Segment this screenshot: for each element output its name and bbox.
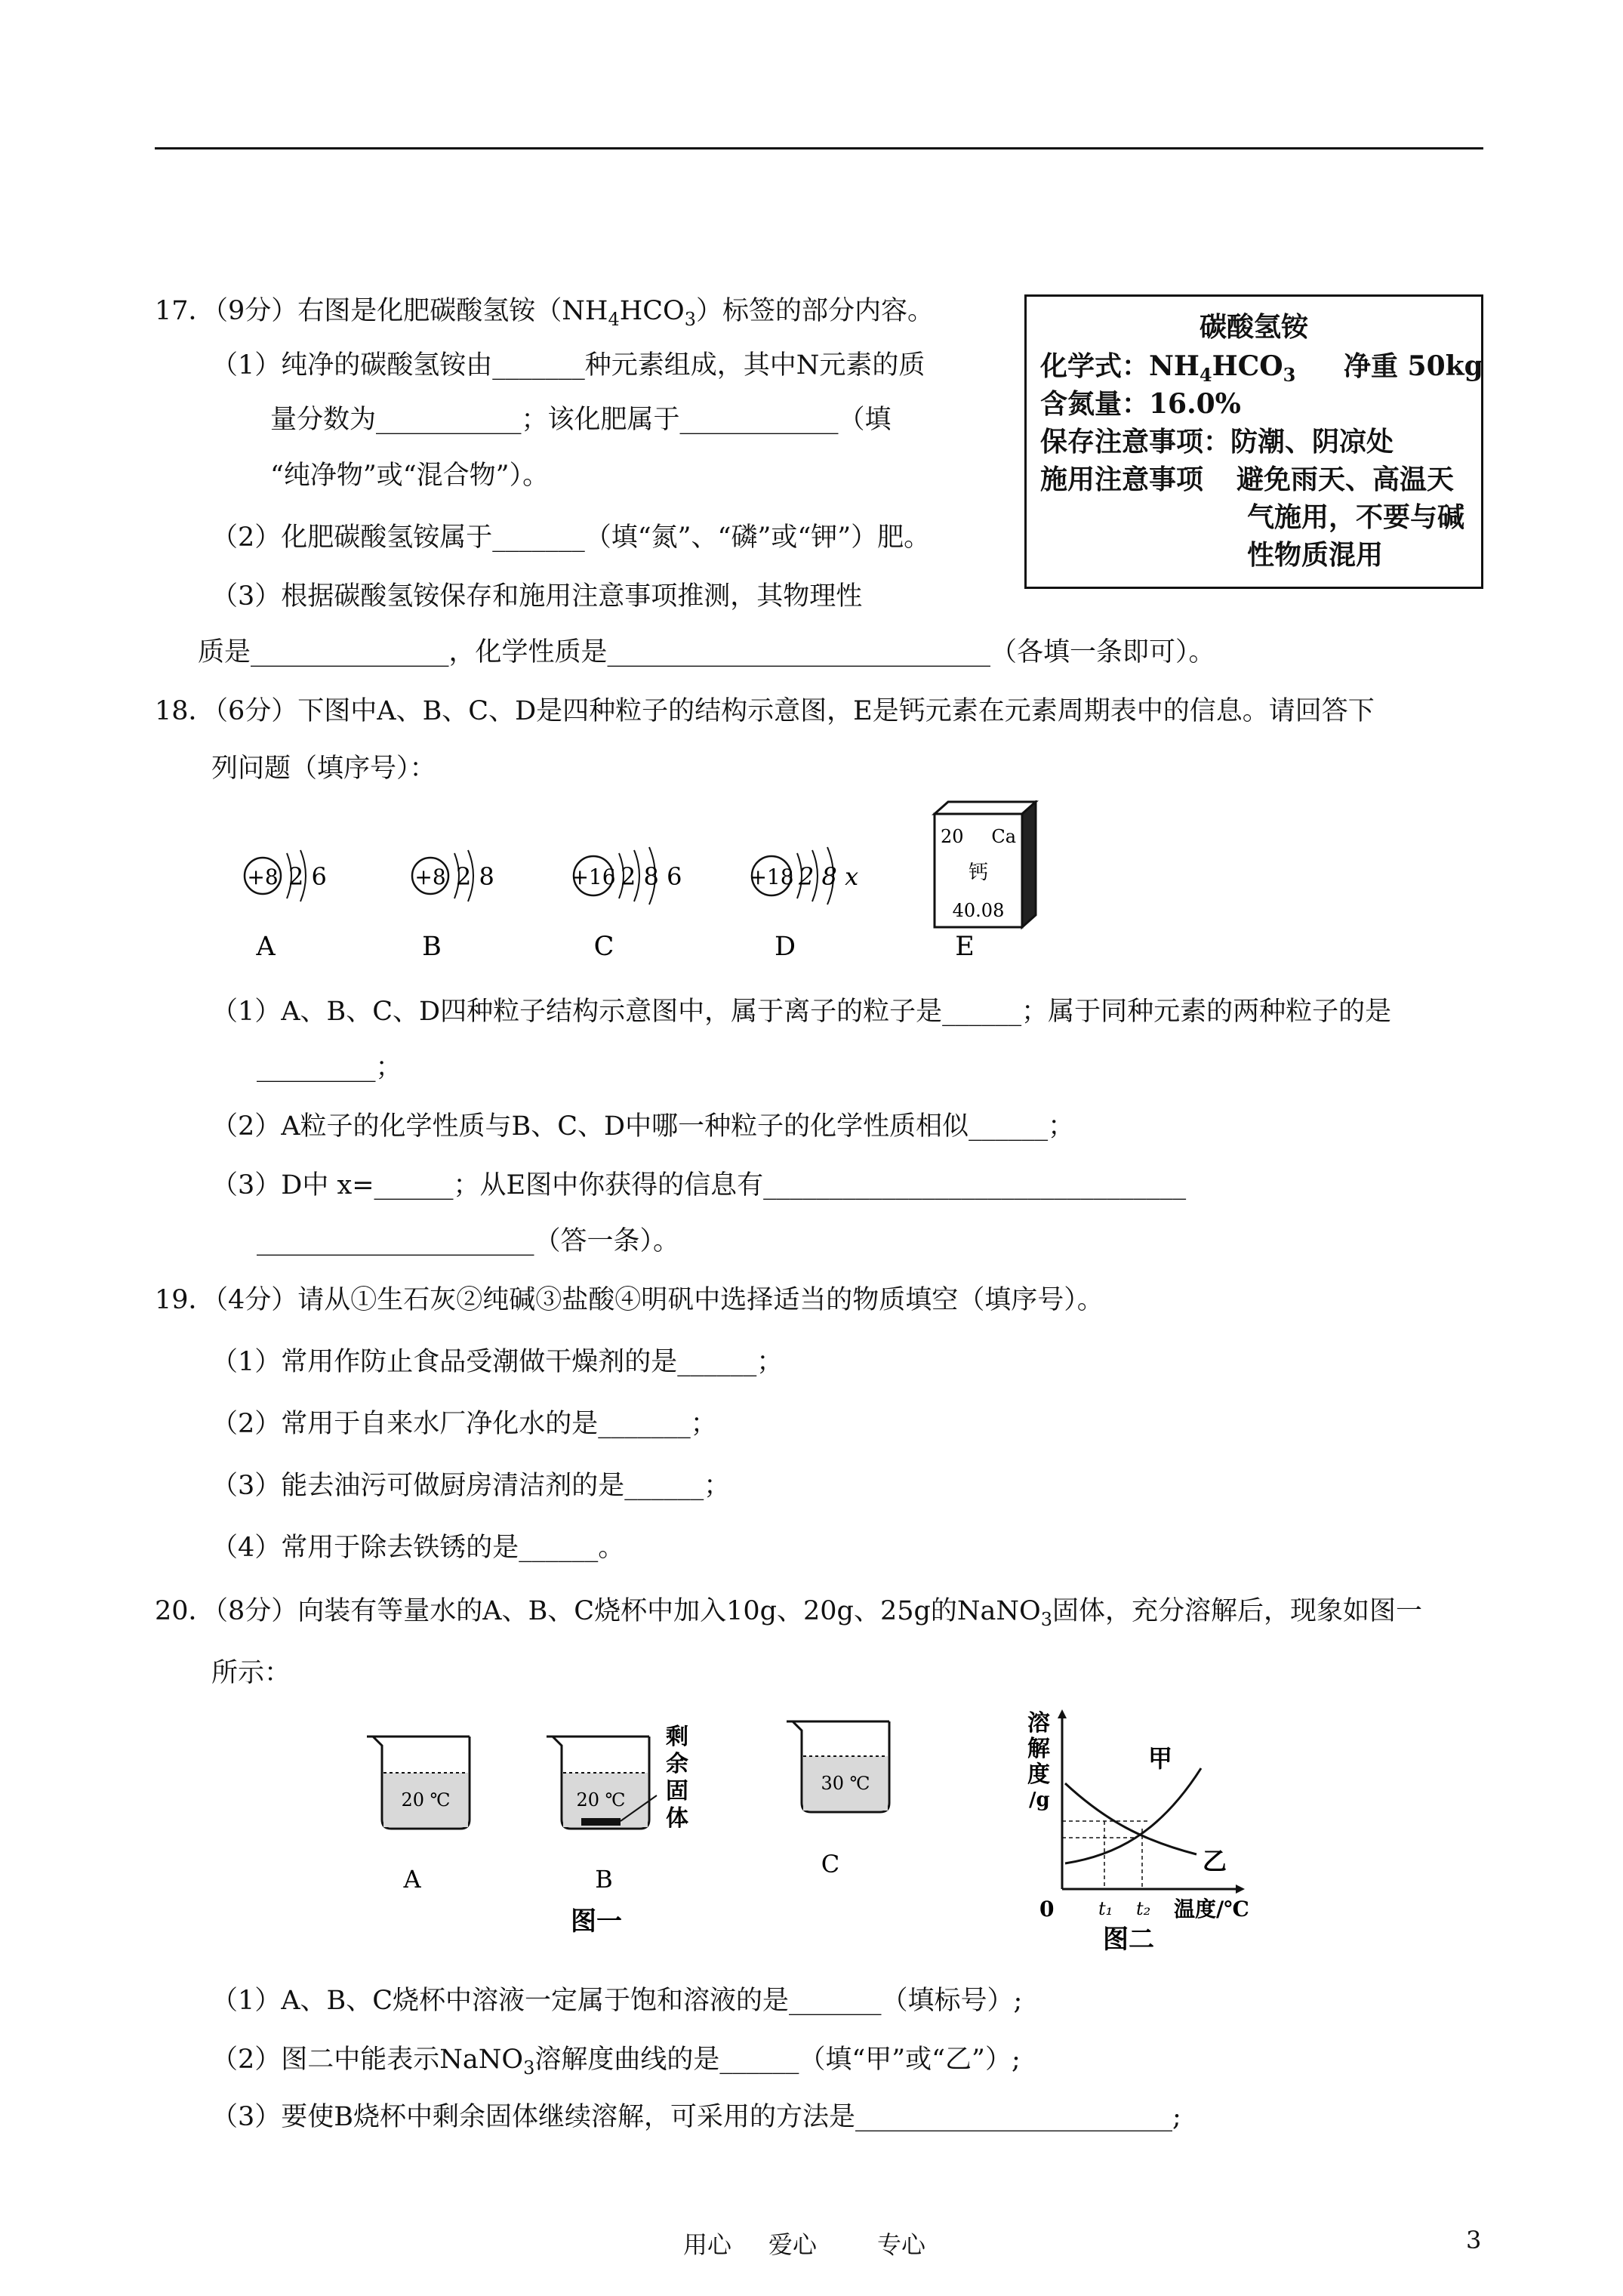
q18-part2: （2）A粒子的化学性质与B、C、D中哪一种粒子的化学性质相似______； [211,1111,1075,1142]
particle-d-charge: +18 [749,864,794,889]
q20-figure-1 [355,1714,898,1940]
element-number: 20 [941,826,964,847]
particle-b-electrons: 2 8 [456,862,494,891]
label-usage-2: 气施用，不要与碱 [1247,501,1465,533]
beaker-b-letter: B [595,1865,613,1894]
particle-a-charge: +8 [247,864,279,889]
q18-stem-b: 列问题（填序号）： [211,754,436,784]
beaker-a-temp: 20 ℃ [401,1789,451,1811]
beaker-b [547,1724,688,1894]
chart-ylabel-2: 解 [1027,1736,1050,1762]
curve-yi [1065,1783,1196,1854]
chart-tick-t2: t₂ [1136,1898,1151,1919]
q17-part3-b: 质是_______________，化学性质是_____________________________（各填一条即可）。 [198,637,1215,667]
label-usage-title: 施用注意事项 [1040,464,1204,495]
beaker-c-temp: 30 ℃ [821,1773,870,1794]
q17-part2: （2）化肥碳酸氢铵属于_______（填“氮”、“磷”或“钾”）肥。 [211,522,931,553]
beaker-c-letter: C [821,1850,840,1878]
label-formula-sub3: 3 [1283,364,1296,386]
particle-a-letter: A [256,932,276,962]
q20-part1: （1）A、B、C烧杯中溶液一定属于饱和溶液的是_______（填标号）; [211,1986,1023,2016]
q20-stem-a [155,1593,1422,1638]
particle-a [245,850,327,962]
beaker-c [787,1721,889,1878]
q19-part1: （1）常用作防止食品受潮做干燥剂的是______； [211,1347,784,1377]
q17-part1-b: 量分数为___________；该化肥属于____________（填 [270,405,892,435]
label-title: 碳酸氢铵 [1199,311,1308,343]
chart-tick-t1: t₁ [1098,1898,1113,1919]
q20-stem-b-text: 固体，充分溶解后，现象如图一 [1052,1596,1423,1626]
element-name: 钙 [968,861,989,884]
beaker-b-residue [581,1818,621,1826]
particle-a-electrons: 2 6 [288,862,327,891]
chart-ylabel-3: 度 [1027,1761,1050,1788]
element-mass: 40.08 [952,900,1005,921]
page-number: 3 [1466,2226,1482,2254]
label-formula-sub4: 4 [1199,364,1212,386]
particle-c-charge: +16 [571,864,616,889]
q20-part2-sub3: 3 [523,2057,535,2079]
label-formula-mid: HCO [1212,350,1283,382]
cell-side-face [1022,802,1036,927]
q17-part1-c: “纯净物”或“混合物”）。 [270,461,550,491]
q20-part3: （3）要使B烧杯中剩余固体继续溶解，可采用的方法是________________________; [211,2102,1181,2132]
q17-part1-a: （1）纯净的碳酸氢铵由_______种元素组成，其中N元素的质 [211,350,925,381]
element-cell-e [935,802,1036,962]
q18-part3-b: _____________________（答一条）。 [257,1226,680,1256]
q19-part4: （4）常用于除去铁锈的是______。 [211,1533,625,1563]
footer-motto-3: 专心 [877,2230,926,2259]
fertilizer-label [1024,294,1483,589]
chart-origin: 0 [1039,1897,1055,1922]
footer-motto-2: 爱心 [768,2230,818,2259]
q19-part2: （2）常用于自来水厂净化水的是_______； [211,1409,717,1439]
residue-label-4: 体 [666,1805,688,1832]
particle-b-letter: B [422,932,442,962]
y-axis-arrow [1058,1709,1067,1718]
q18-part1-b: _________； [257,1052,402,1083]
residue-label-3: 固 [666,1778,688,1804]
chart-ylabel-1: 溶 [1027,1710,1050,1737]
q17-stem-a: 17．（9分）右图是化肥碳酸氢铵（NH [155,296,608,326]
residue-label-1: 剩 [666,1724,688,1750]
particle-c [571,847,682,962]
q20-figure-2-solubility-chart [1023,1708,1287,1957]
q17-stem-c: ）标签的部分内容。 [696,296,935,326]
particle-c-electrons: 2 8 6 [621,862,682,891]
q17-stem [155,293,934,337]
header-rule [155,147,1483,149]
particle-d-letter: D [774,932,796,962]
q20-stem-c: 所示： [211,1658,291,1688]
q17-part3-a: （3）根据碳酸氢铵保存和施用注意事项推测，其物理性 [211,581,863,612]
q20-part2-a: （2）图二中能表示NaNO [211,2045,524,2075]
beaker-a [367,1737,470,1894]
beaker-a-letter: A [403,1865,421,1894]
q18-part1-a: （1）A、B、C、D四种粒子结构示意图中，属于离子的粒子是______；属于同种元素的两种粒子的是 [211,997,1392,1027]
q17-sub-4: 4 [608,309,620,330]
q18-stem-a: 18．（6分）下图中A、B、C、D是四种粒子的结构示意图，E是钙元素在元素周期表中的信息。请回答下 [155,696,1375,726]
label-nitrogen: 含氮量：16.0% [1040,388,1241,420]
curve-yi-label: 乙 [1203,1847,1227,1875]
label-formula-text: 化学式：NH [1040,350,1200,382]
figure-2-caption: 图二 [1103,1925,1154,1955]
q20-stem-a-text: 20．（8分）向装有等量水的A、B、C烧杯中加入10g、20g、25g的NaNO [155,1596,1041,1626]
q18-part3-a: （3）D中 x=______；从E图中你获得的信息有________________________________ [211,1170,1187,1200]
element-symbol: Ca [991,826,1016,847]
particle-d [749,847,858,962]
q18-figure [226,800,1102,974]
q19-part3: （3）能去油污可做厨房清洁剂的是______； [211,1471,731,1501]
q20-part2 [211,2042,1021,2086]
label-usage-3: 性物质混用 [1247,539,1384,571]
beaker-b-temp: 20 ℃ [576,1789,626,1811]
residue-label-2: 余 [666,1751,688,1777]
curve-jia-label: 甲 [1148,1744,1173,1773]
particle-d-electrons: 2 8 x [799,862,859,891]
q17-stem-b: HCO [619,296,685,326]
label-usage-1: 避免雨天、高温天 [1236,464,1455,495]
label-storage: 保存注意事项：防潮、阴凉处 [1040,426,1394,458]
label-net-weight: 净重 50kg [1344,350,1483,382]
chart-xlabel: 温度/℃ [1174,1897,1249,1922]
cell-top-face [935,802,1036,814]
chart-ylabel-4: /g [1029,1789,1050,1811]
figure-1-caption: 图一 [571,1906,622,1937]
particle-c-letter: C [593,932,614,962]
particle-b-charge: +8 [414,864,446,889]
q19-stem: 19．（4分）请从①生石灰②纯碱③盐酸④明矾中选择适当的物质填空（填序号）。 [155,1285,1104,1315]
particle-b [412,850,494,962]
footer-motto-1: 用心 [683,2230,732,2259]
x-axis-arrow [1236,1885,1245,1894]
q20-part2-b: 溶解度曲线的是______（填“甲”或“乙”）; [534,2045,1021,2075]
q20-stem-sub3: 3 [1040,1609,1052,1630]
element-letter: E [955,932,975,962]
q17-sub-3: 3 [684,309,697,330]
